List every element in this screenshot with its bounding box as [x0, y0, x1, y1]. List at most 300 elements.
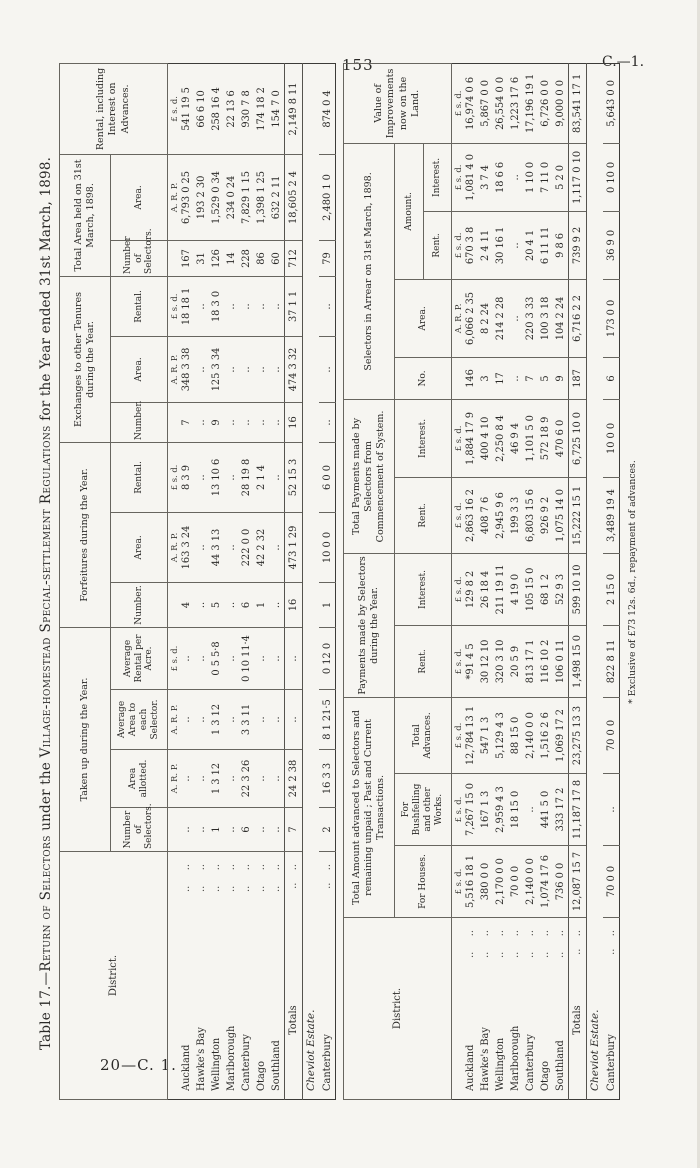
value-cell: 1 3 12	[209, 690, 224, 750]
value-cell: 632 2 11	[269, 154, 285, 240]
value-cell: 5	[538, 357, 553, 399]
value-cell: 572 18 9	[538, 399, 553, 477]
value-cell: 7	[179, 402, 194, 442]
value-cell: 22 13 6	[224, 63, 239, 154]
value-cell: 2 15 0	[603, 553, 620, 625]
value-cell: ..	[179, 750, 194, 808]
value-cell: 4 19 0	[508, 553, 523, 625]
value-cell: 7 11 0	[538, 143, 553, 211]
value-cell: 3 7 4	[478, 143, 493, 211]
value-cell: ..	[319, 276, 336, 336]
value-cell: 6,725 10 0	[569, 399, 587, 477]
value-cell: 470 6 0	[553, 399, 569, 477]
value-cell: A. R. P.	[168, 690, 180, 750]
value-cell: 37 1 1	[285, 276, 303, 336]
value-cell: 5,516 18 1	[463, 846, 478, 918]
value-cell: 4	[179, 582, 194, 627]
table-1-header	[60, 63, 168, 1099]
column-header-forfeit-number: Number.	[111, 582, 168, 627]
value-cell: ..	[508, 143, 523, 211]
group-header-exchanges: Exchanges to other Tenures during the Year.	[60, 276, 111, 442]
value-cell: ..	[179, 627, 194, 689]
table-row	[224, 63, 239, 1099]
value-cell: 52 15 3	[285, 442, 303, 512]
district-cell: Hawke's Bay ..	[478, 918, 493, 1100]
column-header-number-of-selectors: Number of Selectors.	[111, 808, 168, 852]
column-header-for-houses: For Houses.	[395, 846, 452, 918]
value-cell: ..	[269, 442, 285, 512]
value-cell: ..	[224, 512, 239, 582]
value-cell: 348 3 38	[179, 336, 194, 402]
table-1-land-return	[59, 63, 336, 1100]
value-cell: 126	[209, 240, 224, 276]
value-cell: 0 12 0	[319, 627, 336, 689]
column-header-district: District.	[344, 918, 452, 1100]
table-title-tail: for the Year ended 31st March, 1898.	[38, 156, 54, 426]
value-cell: 6	[239, 808, 254, 852]
value-cell: 1,498 15 0	[569, 625, 587, 697]
value-cell: 7,829 1 15	[239, 154, 254, 240]
district-cell: Canterbury ..	[523, 918, 538, 1100]
column-header-total-area: Area.	[111, 154, 168, 240]
table-row	[523, 63, 538, 1099]
district-cell: Southland ..	[269, 852, 285, 1100]
value-cell: ..	[254, 627, 269, 689]
value-cell: 31	[194, 240, 209, 276]
column-header-forfeit-area: Area.	[111, 512, 168, 582]
district-cell: Auckland ..	[179, 852, 194, 1100]
value-cell: 8 2 24	[478, 279, 493, 357]
table-title-lead: Table 17.	[38, 985, 54, 1050]
value-cell: 7,267 15 0	[463, 774, 478, 846]
table-row	[463, 63, 478, 1099]
value-cell: 2,959 4 3	[493, 774, 508, 846]
value-cell: 739 9 2	[569, 211, 587, 279]
table-row	[254, 63, 269, 1099]
section-heading: Cheviot Estate.	[589, 1009, 601, 1091]
value-cell: 16	[285, 582, 303, 627]
value-cell: 46 9 4	[508, 399, 523, 477]
value-cell: 1	[254, 582, 269, 627]
rotated-table-area	[36, 64, 676, 1100]
value-cell: 146	[463, 357, 478, 399]
table-row	[538, 63, 553, 1099]
value-cell: 6 11 11	[538, 211, 553, 279]
value-cell: 1,398 1 25	[254, 154, 269, 240]
value-cell: 2,140 0 0	[523, 697, 538, 773]
value-cell: ..	[285, 690, 303, 750]
value-cell: 36 9 0	[603, 211, 620, 279]
district-cell: Marlborough ..	[224, 852, 239, 1100]
value-cell: 7	[285, 808, 303, 852]
value-cell: 9 8 6	[553, 211, 569, 279]
value-cell: ..	[603, 774, 620, 846]
value-cell: 0 10 11·4	[239, 627, 254, 689]
value-cell: 228	[239, 240, 254, 276]
value-cell: 0 5 5·8	[209, 627, 224, 689]
value-cell: 30 16 1	[493, 211, 508, 279]
value-cell: 20 4 1	[523, 211, 538, 279]
value-cell: ..	[319, 402, 336, 442]
value-cell: A. R. P.	[168, 336, 180, 402]
value-cell: 2,945 9 6	[493, 477, 508, 553]
value-cell: 320 3 10	[493, 625, 508, 697]
value-cell: ..	[254, 402, 269, 442]
value-cell: 813 17 1	[523, 625, 538, 697]
value-cell: ..	[194, 627, 209, 689]
value-cell: ..	[254, 690, 269, 750]
table-row	[239, 63, 254, 1099]
column-header-year-rent: Rent.	[395, 625, 452, 697]
value-cell: 6	[603, 357, 620, 399]
value-cell: £ s. d.	[168, 627, 180, 689]
district-cell: Otago ..	[254, 852, 269, 1100]
value-cell: 60	[269, 240, 285, 276]
value-cell: ..	[508, 211, 523, 279]
value-cell: 6,716 2 2	[569, 279, 587, 357]
value-cell: ..	[508, 279, 523, 357]
column-header-arrear-number: No.	[395, 357, 452, 399]
value-cell: 1	[209, 808, 224, 852]
column-header-arrear-amount: Amount.	[395, 143, 424, 279]
value-cell: ..	[194, 750, 209, 808]
group-header-row	[60, 63, 111, 1099]
value-cell: 5,867 0 0	[478, 63, 493, 143]
value-cell: 1,074 17 6	[538, 846, 553, 918]
value-cell: 211 19 11	[493, 553, 508, 625]
value-cell: ..	[194, 808, 209, 852]
value-cell: 1,075 14 0	[553, 477, 569, 553]
value-cell: 193 2 30	[194, 154, 209, 240]
district-cell: Canterbury .. ..	[603, 918, 620, 1100]
value-cell: £ s. d.	[452, 399, 464, 477]
value-cell: ..	[224, 276, 239, 336]
value-cell: 187	[569, 357, 587, 399]
value-cell: 8 1 21·5	[319, 690, 336, 750]
value-cell: 44 3 13	[209, 512, 224, 582]
value-cell: 926 9 2	[538, 477, 553, 553]
value-cell: 26,554 0 0	[493, 63, 508, 143]
value-cell: 66 6 10	[194, 63, 209, 154]
value-cell: 6,793 0 25	[179, 154, 194, 240]
footnote: * Exclusive of £73 12s. 6d., repayment of advances.	[627, 460, 638, 704]
value-cell: 5	[209, 582, 224, 627]
value-cell: 154 7 0	[269, 63, 285, 154]
value-cell: ..	[269, 276, 285, 336]
value-cell: 547 1 3	[478, 697, 493, 773]
district-cell: Hawke's Bay ..	[194, 852, 209, 1100]
value-cell: 5,643 0 0	[603, 63, 620, 143]
value-cell: 173 0 0	[603, 279, 620, 357]
value-cell: 1,223 17 6	[508, 63, 523, 143]
value-cell: 2 1 4	[254, 442, 269, 512]
column-header-exchange-number: Number.	[111, 402, 168, 442]
totals-row	[569, 63, 587, 1099]
value-cell: 199 3 3	[508, 477, 523, 553]
value-cell: 222 0 0	[239, 512, 254, 582]
table-2-header	[344, 63, 452, 1099]
value-cell: 86	[254, 240, 269, 276]
group-header-amount-advanced: Total Amount advanced to Selectors and remaining unpaid ; Past and Current Transactions.	[344, 697, 395, 917]
value-cell: ..	[194, 276, 209, 336]
value-cell: 220 3 33	[523, 279, 538, 357]
value-cell: 30 12 10	[478, 625, 493, 697]
value-cell: 380 0 0	[478, 846, 493, 918]
value-cell: ..	[224, 690, 239, 750]
value-cell: 163 3 24	[179, 512, 194, 582]
value-cell: ..	[194, 690, 209, 750]
district-cell: Totals .. ..	[285, 852, 303, 1100]
value-cell: ..	[194, 402, 209, 442]
value-cell	[168, 240, 180, 276]
value-cell: 5 2 0	[553, 143, 569, 211]
value-cell: £ s. d.	[452, 553, 464, 625]
value-cell: 258 16 4	[209, 63, 224, 154]
group-header-total-payments: Total Payments made by Selectors from Commencement of System.	[344, 399, 395, 553]
table-row	[493, 63, 508, 1099]
table-row	[168, 63, 180, 1099]
value-cell: 16 3 3	[319, 750, 336, 808]
table-row	[553, 63, 569, 1099]
value-cell: 9	[209, 402, 224, 442]
value-cell: 174 18 2	[254, 63, 269, 154]
value-cell	[168, 402, 180, 442]
value-cell: 736 0 0	[553, 846, 569, 918]
value-cell	[452, 357, 464, 399]
value-cell: 3,489 19 4	[603, 477, 620, 553]
value-cell: 68 1 2	[538, 553, 553, 625]
value-cell: 712	[285, 240, 303, 276]
value-cell: 14	[224, 240, 239, 276]
district-cell: Auckland ..	[463, 918, 478, 1100]
value-cell: 12,784 13 1	[463, 697, 478, 773]
value-cell: 1,529 0 34	[209, 154, 224, 240]
value-cell: £ s. d.	[452, 477, 464, 553]
district-cell: Marlborough ..	[508, 918, 523, 1100]
table-2-finance-return	[343, 63, 620, 1100]
value-cell: 28 19 8	[239, 442, 254, 512]
value-cell: ..	[239, 336, 254, 402]
value-cell: ..	[194, 512, 209, 582]
value-cell: ..	[224, 442, 239, 512]
value-cell: ..	[239, 402, 254, 442]
value-cell: ..	[269, 582, 285, 627]
value-cell: 129 8 2	[463, 553, 478, 625]
district-cell: Otago ..	[538, 918, 553, 1100]
value-cell: ..	[269, 627, 285, 689]
table-row	[194, 63, 209, 1099]
value-cell: 79	[319, 240, 336, 276]
table-title-mid: under the	[38, 757, 54, 836]
district-cell	[452, 918, 464, 1100]
value-cell: ..	[285, 627, 303, 689]
value-cell: 42 2 32	[254, 512, 269, 582]
value-cell: 2	[319, 808, 336, 852]
column-header-district: District.	[60, 852, 168, 1100]
value-cell: ..	[254, 750, 269, 808]
value-cell: 70 0 0	[603, 697, 620, 773]
column-header-area-allotted: Area allotted.	[111, 750, 168, 808]
value-cell: ..	[194, 582, 209, 627]
value-cell: ..	[319, 336, 336, 402]
value-cell: 10 0 0	[319, 512, 336, 582]
group-header-row	[344, 63, 395, 1099]
value-cell: ..	[224, 627, 239, 689]
value-cell: 1,117 0 10	[569, 143, 587, 211]
value-cell: 1,069 17 2	[553, 697, 569, 773]
value-cell: ..	[224, 336, 239, 402]
table-title-smallcaps-1: —Return of Selectors	[38, 835, 54, 986]
value-cell: 2,170 0 0	[493, 846, 508, 918]
section-heading-row	[587, 63, 604, 1099]
value-cell: 167	[179, 240, 194, 276]
value-cell: 18 6 6	[493, 143, 508, 211]
value-cell: 15,222 15 1	[569, 477, 587, 553]
value-cell: A. R. P.	[168, 750, 180, 808]
value-cell: £ s. d.	[452, 846, 464, 918]
value-cell: 1,516 2 6	[538, 697, 553, 773]
table-row	[478, 63, 493, 1099]
table-row	[319, 63, 336, 1099]
paper-reference: C.—1.	[602, 54, 645, 70]
value-cell: 6,726 0 0	[538, 63, 553, 143]
value-cell: £ s. d.	[452, 63, 464, 143]
district-cell: Wellington ..	[209, 852, 224, 1100]
printers-signature: 20—C. 1.	[100, 1056, 177, 1074]
district-cell: Canterbury .. ..	[319, 852, 336, 1100]
value-cell: 17	[493, 357, 508, 399]
value-cell: 18 3 0	[209, 276, 224, 336]
value-cell: 2,140 0 0	[523, 846, 538, 918]
value-cell: 441 5 0	[538, 774, 553, 846]
value-cell: ..	[179, 808, 194, 852]
value-cell: A. R. P.	[168, 154, 180, 240]
value-cell: ..	[224, 402, 239, 442]
value-cell: 9,000 0 0	[553, 63, 569, 143]
value-cell: 874 0 4	[319, 63, 336, 154]
table-row	[452, 63, 464, 1099]
column-header-exchange-rental: Rental.	[111, 276, 168, 336]
value-cell: ..	[254, 276, 269, 336]
value-cell: 1	[319, 582, 336, 627]
value-cell: ..	[508, 357, 523, 399]
column-header-for-bushfelling: For Bushfelling and other Works.	[395, 774, 452, 846]
value-cell: 8 3 9	[179, 442, 194, 512]
column-header-value-of-improvements: Value of Improvements now on the Land.	[344, 63, 452, 143]
value-cell: A. R. P.	[168, 512, 180, 582]
value-cell: 930 7 8	[239, 63, 254, 154]
table-row	[179, 63, 194, 1099]
value-cell: ..	[269, 808, 285, 852]
column-header-arrear-area: Area.	[395, 279, 452, 357]
group-header-selectors-in-arrear: Selectors in Arrear on 31st March, 1898.	[344, 143, 395, 399]
table-2-body	[452, 63, 620, 1099]
value-cell: 18 18 1	[179, 276, 194, 336]
value-cell: 23,275 13 3	[569, 697, 587, 773]
value-cell: £ s. d.	[452, 697, 464, 773]
value-cell: 70 0 0	[508, 846, 523, 918]
value-cell: 116 10 2	[538, 625, 553, 697]
group-header-forfeitures: Forfeitures during the Year.	[60, 442, 111, 627]
value-cell	[168, 582, 180, 627]
value-cell: ..	[239, 276, 254, 336]
value-cell: 822 8 11	[603, 625, 620, 697]
value-cell: 333 17 2	[553, 774, 569, 846]
value-cell: £ s. d.	[452, 774, 464, 846]
value-cell: 17,196 19 1	[523, 63, 538, 143]
value-cell: ..	[194, 442, 209, 512]
value-cell: £ s. d.	[452, 625, 464, 697]
value-cell: 599 10 10	[569, 553, 587, 625]
district-cell	[168, 852, 180, 1100]
value-cell: 400 4 10	[478, 399, 493, 477]
value-cell: 100 3 18	[538, 279, 553, 357]
value-cell: 104 2 24	[553, 279, 569, 357]
value-cell: 13 10 6	[209, 442, 224, 512]
value-cell: 125 3 34	[209, 336, 224, 402]
value-cell: 473 1 29	[285, 512, 303, 582]
value-cell: 6,066 2 35	[463, 279, 478, 357]
value-cell: 6 0 0	[319, 442, 336, 512]
value-cell: 5,129 4 3	[493, 697, 508, 773]
value-cell: ..	[269, 402, 285, 442]
value-cell: 214 2 28	[493, 279, 508, 357]
group-header-taken-up: Taken up during the Year.	[60, 627, 111, 851]
value-cell: 541 19 5	[179, 63, 194, 154]
column-header-total-interest: Interest.	[395, 399, 452, 477]
value-cell: 16,974 0 6	[463, 63, 478, 143]
value-cell: 3 3 11	[239, 690, 254, 750]
district-cell: Wellington ..	[493, 918, 508, 1100]
value-cell: ..	[269, 512, 285, 582]
table-row	[269, 63, 285, 1099]
value-cell: 234 0 24	[224, 154, 239, 240]
district-cell: Canterbury ..	[239, 852, 254, 1100]
value-cell: £ s. d.	[452, 143, 464, 211]
value-cell: 167 1 3	[478, 774, 493, 846]
column-header-total-rent: Rent.	[395, 477, 452, 553]
value-cell: 20 5 9	[508, 625, 523, 697]
value-cell: 24 2 38	[285, 750, 303, 808]
group-header-payments-year: Payments made by Selectors during the Year.	[344, 553, 395, 697]
table-row	[603, 63, 620, 1099]
value-cell: ..	[269, 690, 285, 750]
value-cell: 11,187 17 8	[569, 774, 587, 846]
value-cell: 9	[553, 357, 569, 399]
value-cell: £ s. d.	[452, 211, 464, 279]
value-cell: ..	[254, 336, 269, 402]
district-cell: Southland ..	[553, 918, 569, 1100]
table-1-body	[168, 63, 336, 1099]
value-cell: 2,480 1 0	[319, 154, 336, 240]
section-heading: Cheviot Estate.	[305, 1009, 317, 1091]
value-cell: 7	[523, 357, 538, 399]
value-cell: ..	[194, 336, 209, 402]
column-header-exchange-area: Area.	[111, 336, 168, 402]
value-cell: 2,250 8 4	[493, 399, 508, 477]
column-header-rental-including-interest: Rental, including Interest on Advances.	[60, 63, 168, 154]
value-cell: 1,101 5 0	[523, 399, 538, 477]
value-cell: 52 9 3	[553, 553, 569, 625]
value-cell: 1,884 17 9	[463, 399, 478, 477]
value-cell: 88 15 0	[508, 697, 523, 773]
value-cell: 2 4 11	[478, 211, 493, 279]
value-cell: 105 15 0	[523, 553, 538, 625]
value-cell: 3	[478, 357, 493, 399]
value-cell	[168, 808, 180, 852]
value-cell: 18 15 0	[508, 774, 523, 846]
rotated-table-content	[36, 64, 676, 1100]
